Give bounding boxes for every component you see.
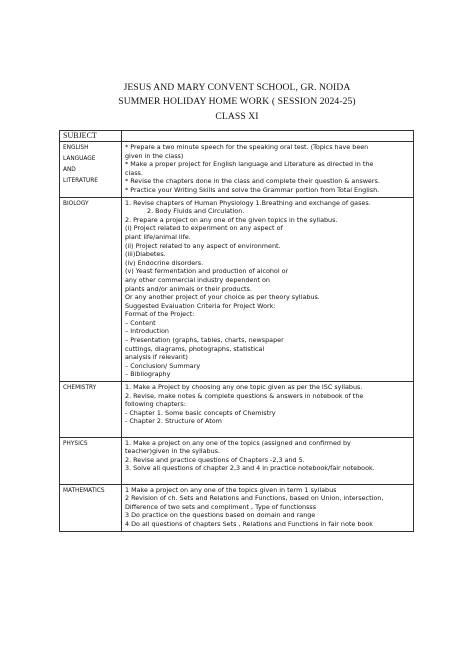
detail-line: 2. Body Fluids and Circulation. <box>147 207 245 216</box>
subject-cell-english <box>60 142 122 198</box>
detail-line: plants and/or animals or their products. <box>125 284 252 293</box>
detail-line: Or any another project of your choice as per theory syllabus. <box>125 293 320 302</box>
subject-cell-physics <box>60 437 122 484</box>
cell-spacer <box>125 473 411 482</box>
subject-line: LANGUAGE <box>63 156 96 162</box>
subject-line: PHYSICS <box>63 440 88 447</box>
detail-line: analysis if relevant) <box>125 353 188 362</box>
subject-line: ENGLISH <box>63 145 89 151</box>
details-cell-physics <box>122 437 414 484</box>
class-label: CLASS XI <box>215 111 259 122</box>
detail-line: * Practice your Writing Skills and solve the Grammar portion from Total English. <box>125 185 380 194</box>
details-cell-chemistry <box>122 382 414 438</box>
detail-line: (iii)Diabetes. <box>125 250 166 259</box>
subject-line: LITERATURE <box>63 178 98 184</box>
detail-line: - Chapter 1. Some basic concepts of Chemistry <box>125 408 276 417</box>
detail-line: 2. Prepare a project on any one of the given topics in the syllabus. <box>125 215 338 224</box>
table-header-row <box>60 131 414 142</box>
detail-line: Difference of two sets and compliment , Type of functionsss <box>125 502 317 511</box>
subject-column-header: SUBJECT <box>60 131 122 142</box>
detail-line: 3 Do practice on the questions based on domain and range <box>125 511 316 520</box>
subject-cell-chemistry <box>60 382 122 438</box>
subject-line: CHEMISTRY <box>63 385 97 392</box>
details-column-header <box>122 131 414 142</box>
table-row-biology <box>60 197 414 381</box>
detail-line: plant life/animal life. <box>125 232 191 241</box>
subject-cell-biology <box>60 197 122 381</box>
detail-line: 2 Revision of ch. Sets and Relations and Functions, based on Union, intersection, <box>125 494 384 503</box>
detail-line: * Prepare a two minute speech for the speaking oral test. (Topics have been <box>125 143 369 151</box>
subject-line: AND <box>63 167 76 173</box>
detail-line: 1. Make a Project by choosing any one topic given as per the ISC syllabus. <box>125 383 363 392</box>
detail-line: 1. Make a project on any one of the topics (assigned and confirmed by <box>125 438 351 447</box>
subject-line: BIOLOGY <box>63 200 89 207</box>
detail-line: 1. Revise chapters of Human Physiology 1.Breathing and exchange of gases. <box>125 198 371 207</box>
detail-line: Format of the Project: <box>125 310 195 319</box>
detail-line: any other commercial industry dependent on <box>125 275 270 284</box>
detail-line: teacher)given in the syllabus. <box>125 447 221 456</box>
table-row-english <box>60 142 414 198</box>
detail-line: * Make a proper project for English language and Literature as directed in the <box>125 160 374 169</box>
school-name: JESUS AND MARY CONVENT SCHOOL, GR. NOIDA <box>123 82 351 93</box>
detail-line: – Conclusion/ Summary <box>125 361 201 370</box>
document-title: SUMMER HOLIDAY HOME WORK ( SESSION 2024-25) <box>118 96 356 107</box>
detail-line: – Introduction <box>125 327 169 336</box>
detail-line: Suggested Evaluation Criteria for Project Work: <box>125 301 276 310</box>
table-row-chemistry <box>60 382 414 438</box>
detail-line: given in the class) <box>125 151 184 160</box>
detail-line: 2. Revise and practice questions of Chapters -2,3 and 5. <box>125 455 305 464</box>
detail-line: (ii) Project related to any aspect of environment. <box>125 241 281 250</box>
detail-line: * Revise the chapters done in the class and complete their question & answers. <box>125 177 380 186</box>
table-row-mathematics <box>60 484 414 531</box>
detail-line: 1 Make a project on any one of the topics given in term 1 syllabus <box>125 485 337 494</box>
subject-cell-mathematics <box>60 484 122 531</box>
details-cell-mathematics <box>122 484 414 531</box>
detail-line: – Content <box>125 318 156 327</box>
detail-line: 2. Revise, make notes & complete questions & answers in notebook of the <box>125 391 364 400</box>
detail-line: (v) Yeast fermentation and production of alcohol or <box>125 267 289 276</box>
table-row-physics <box>60 437 414 484</box>
detail-line: – Presentation (graphs, tables, charts, newspaper <box>125 336 284 345</box>
subject-line: MATHEMATICS <box>63 487 105 494</box>
detail-line: cuttings, diagrams, photographs, statistical <box>125 344 265 353</box>
detail-line: 3. Solve all questions of chapter 2,3 and 4 in practice notebook/fair notebook. <box>125 464 375 473</box>
cell-spacer <box>125 426 411 435</box>
detail-line: (iv) Endocrine disorders. <box>125 258 204 267</box>
detail-line: following chapters: <box>125 400 186 409</box>
detail-line: class. <box>125 168 143 177</box>
homework-table <box>59 130 414 532</box>
details-cell-biology <box>122 197 414 381</box>
detail-line: 4 Do all questions of chapters Sets , Relations and Functions in fair note book <box>125 519 373 528</box>
detail-line: (i) Project related to experiment on any aspect of <box>125 224 283 233</box>
detail-line: - Chapter 2. Structure of Atom <box>125 417 222 426</box>
details-cell-english <box>122 142 414 198</box>
detail-line: – Bibliography <box>125 370 171 379</box>
